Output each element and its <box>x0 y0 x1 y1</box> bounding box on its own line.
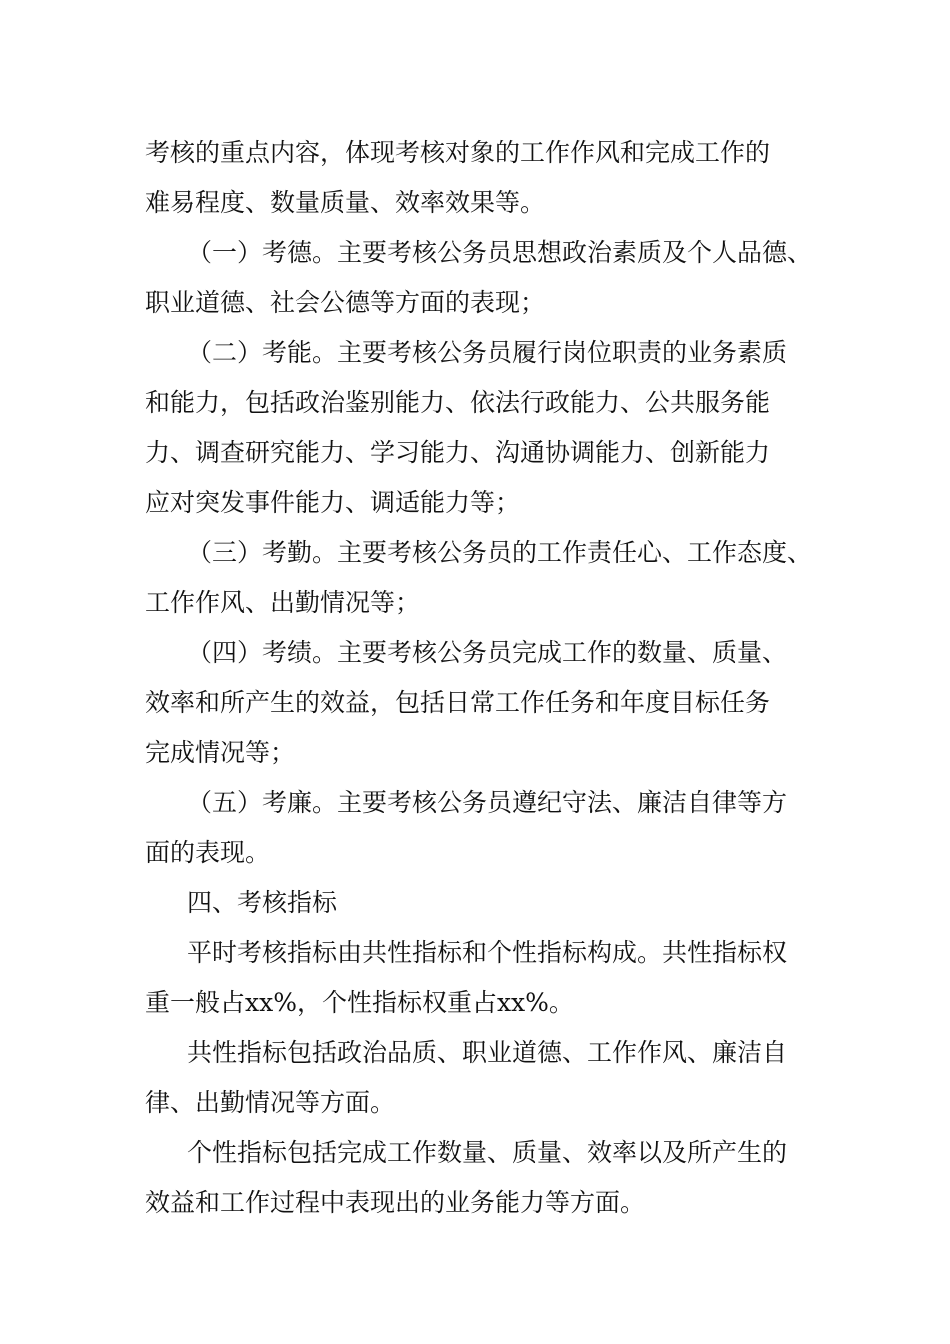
text-line: （三）考勤。主要考核公务员的工作责任心、工作态度、 <box>187 538 813 567</box>
text-line: 效益和工作过程中表现出的业务能力等方面。 <box>145 1188 646 1217</box>
text-line: 个性指标包括完成工作数量、质量、效率以及所产生的 <box>187 1138 788 1167</box>
text-line: 重一般占xx%，个性指标权重占xx%。 <box>145 988 574 1017</box>
text-line: （一）考德。主要考核公务员思想政治素质及个人品德、 <box>187 238 813 267</box>
text-line: （五）考廉。主要考核公务员遵纪守法、廉洁自律等方 <box>187 788 788 817</box>
text-line: 力、调查研究能力、学习能力、沟通协调能力、创新能力 <box>145 438 771 467</box>
text-line: （二）考能。主要考核公务员履行岗位职责的业务素质 <box>187 338 788 367</box>
text-line: 共性指标包括政治品质、职业道德、工作作风、廉洁自 <box>187 1038 788 1067</box>
text-line: 完成情况等； <box>145 738 296 767</box>
text-line: 律、出勤情况等方面。 <box>145 1088 396 1117</box>
document-body <box>145 128 835 1228</box>
text-line: 和能力，包括政治鉴别能力、依法行政能力、公共服务能 <box>145 388 771 417</box>
text-line: 职业道德、社会公德等方面的表现； <box>145 288 546 317</box>
text-line: （四）考绩。主要考核公务员完成工作的数量、质量、 <box>187 638 788 667</box>
section-heading: 四、考核指标 <box>187 888 338 917</box>
text-line: 应对突发事件能力、调适能力等； <box>145 488 521 517</box>
text-line: 考核的重点内容，体现考核对象的工作作风和完成工作的 <box>145 138 771 167</box>
text-line: 平时考核指标由共性指标和个性指标构成。共性指标权 <box>187 938 788 967</box>
text-line: 面的表现。 <box>145 838 271 867</box>
text-line: 工作作风、出勤情况等； <box>145 588 421 617</box>
text-line: 难易程度、数量质量、效率效果等。 <box>145 188 546 217</box>
text-line: 效率和所产生的效益，包括日常工作任务和年度目标任务 <box>145 688 771 717</box>
